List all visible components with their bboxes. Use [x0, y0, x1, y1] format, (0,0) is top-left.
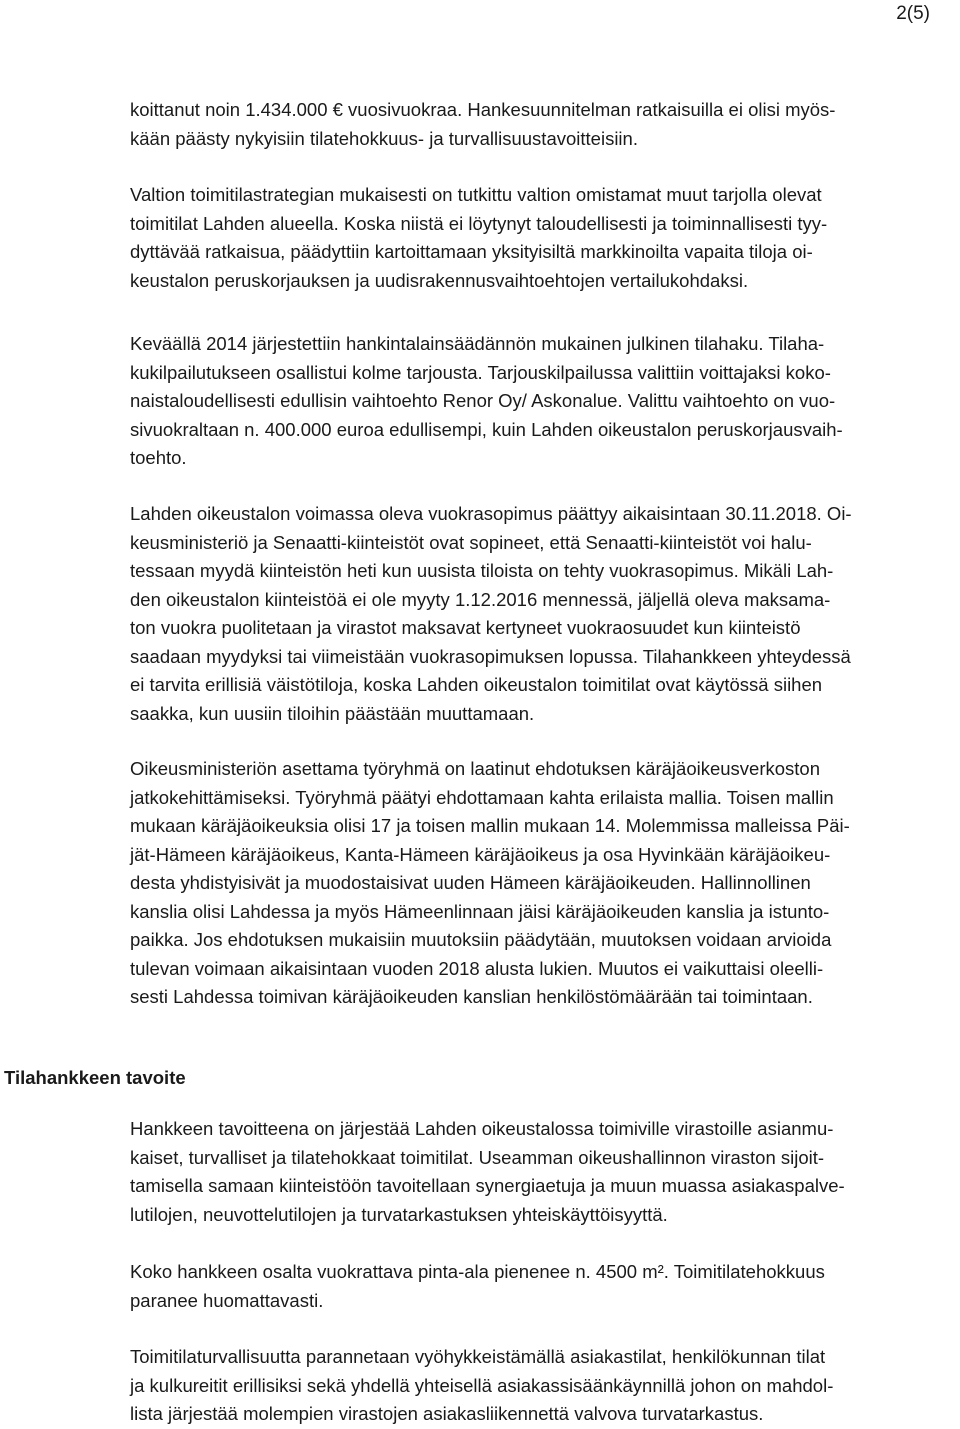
text-line: toehto. [130, 447, 187, 468]
text-line: Toimitilaturvallisuutta parannetaan vyöhykkeistämällä asiakastilat, henkilökunnan tilat [130, 1346, 826, 1367]
text-line: sesti Lahdessa toimivan käräjäoikeuden kanslian henkilöstömäärään tai toimintaan. [130, 986, 813, 1007]
paragraph-rental-cost [130, 96, 942, 153]
text-line: saadaan myydyksi tai viimeistään vuokrasopimuksen lopussa. Tilahankkeen yhteydessä [130, 645, 851, 667]
text-line: Lahden oikeustalon voimassa oleva vuokrasopimus päättyy aikaisintaan 30.11.2018. Oi- [130, 503, 852, 524]
paragraph-floor-area [130, 1258, 942, 1315]
text-line: Oikeusministeriön asettama työryhmä on laatinut ehdotuksen käräjäoikeusverkoston [130, 758, 821, 779]
text-line: sivuokraltaan n. 400.000 euroa edullisempi, kuin Lahden oikeustalon peruskorjausvaih- [130, 418, 843, 440]
text-line: ei tarvita erillisiä väistötiloja, koska Lahden oikeustalon toimitilat ovat käytössä siihen [130, 674, 823, 695]
text-line: dyttävää ratkaisua, päädyttiin kartoittamaan yksityisiltä markkinoilta vapaita tiloja oi- [130, 241, 813, 262]
text-line: tessaan myydä kiinteistön heti kun uusista tiloista on tehty vuokrasopimus. Mikäli Lah- [130, 560, 834, 581]
paragraph-tender [130, 330, 942, 473]
section-heading: Tilahankkeen tavoite [4, 1067, 186, 1088]
paragraph-state-premises-strategy [130, 181, 942, 295]
text-line: keustalon peruskorjauksen ja uudisrakennusvaihtoehtojen vertailukohdaksi. [130, 269, 749, 291]
text-line: paikka. Jos ehdotuksen mukaisiin muutoksiin päädytään, muutoksen voidaan arvioida [130, 929, 832, 950]
text-line: Hankkeen tavoitteena on järjestää Lahden oikeustalossa toimiville virastoille asianmu- [130, 1118, 834, 1139]
text-line: tulevan voimaan aikaisintaan vuoden 2018 alusta lukien. Muutos ei vaikuttaisi oleelli- [130, 957, 824, 979]
text-line: keusministeriö ja Senaatti-kiinteistöt ovat sopineet, että Senaatti-kiinteistöt voi halu- [130, 531, 812, 553]
text-line: mukaan käräjäoikeuksia olisi 17 ja toisen mallin mukaan 14. Molemmissa malleissa Päi- [130, 815, 850, 836]
paragraph-lease-agreement [130, 500, 942, 728]
text-line: Koko hankkeen osalta vuokrattava pinta-ala pienenee n. 4500 m². Toimitilatehokkuus [130, 1261, 825, 1282]
text-line: jatkokehittämiseksi. Työryhmä päätyi ehdottamaan kahta erilaista mallia. Toisen mallin [130, 786, 834, 808]
text-line: ja kulkureitit erillisiksi sekä yhdellä yhteisellä asiakassisäänkäynnillä johon on mahdol- [130, 1374, 834, 1396]
text-line: kukilpailutukseen osallistui kolme tarjousta. Tarjouskilpailussa valittiin voittajaksi koko- [130, 361, 831, 383]
text-line: koittanut noin 1.434.000 € vuosivuokraa. Hankesuunnitelman ratkaisuilla ei olisi myös- [130, 99, 836, 120]
text-line: kanslia olisi Lahdessa ja myös Hämeenlinnaan jäisi käräjäoikeuden kanslia ja istunto- [130, 900, 830, 922]
text-line: paranee huomattavasti. [130, 1289, 324, 1311]
text-line: kaiset, turvalliset ja tilatehokkaat toimitilat. Useamman oikeushallinnon viraston sijoit- [130, 1146, 825, 1168]
paragraph-court-network [130, 755, 942, 1012]
text-line: lista järjestää molempien virastojen asiakasliikennettä valvova turvatarkastus. [130, 1403, 764, 1424]
page-number: 2(5) [896, 3, 930, 24]
paragraph-project-goal [130, 1115, 942, 1229]
text-line: lutilojen, neuvottelutilojen ja turvatarkastuksen yhteiskäyttöisyyttä. [130, 1203, 668, 1225]
text-line: den oikeustalon kiinteistöä ei ole myyty 1.12.2016 mennessä, jäljellä oleva maksama- [130, 588, 831, 610]
text-line: Valtion toimitilastrategian mukaisesti on tutkittu valtion omistamat muut tarjolla olevat [130, 184, 822, 205]
text-line: desta yhdistyisivät ja muodostaisivat uuden Hämeen käräjäoikeuden. Hallinnollinen [130, 872, 811, 893]
text-line: tamisella samaan kiinteistöön tavoitellaan synergiaetuja ja muun muassa asiakaspalve- [130, 1175, 845, 1196]
text-line: Keväällä 2014 järjestettiin hankintalainsäädännön mukainen julkinen tilahaku. Tilaha- [130, 333, 825, 354]
text-line: saakka, kun uusiin tiloihin päästään muuttamaan. [130, 702, 535, 724]
text-line: kään päästy nykyisiin tilatehokkuus- ja turvallisuustavoitteisiin. [130, 127, 638, 149]
text-line: jät-Hämeen käräjäoikeus, Kanta-Hämeen käräjäoikeus ja osa Hyvinkään käräjäoikeu- [130, 843, 831, 865]
paragraph-security [130, 1343, 942, 1429]
text-line: toimitilat Lahden alueella. Koska niistä ei löytynyt taloudellisesti ja toiminnallisesti tyy- [130, 212, 828, 234]
text-line: naistaloudellisesti edullisin vaihtoehto Renor Oy/ Askonalue. Valittu vaihtoehto on vuo- [130, 390, 836, 411]
text-line: ton vuokra puolitetaan ja virastot maksavat kertyneet vuokraosuudet kun kiinteistö [130, 617, 801, 638]
